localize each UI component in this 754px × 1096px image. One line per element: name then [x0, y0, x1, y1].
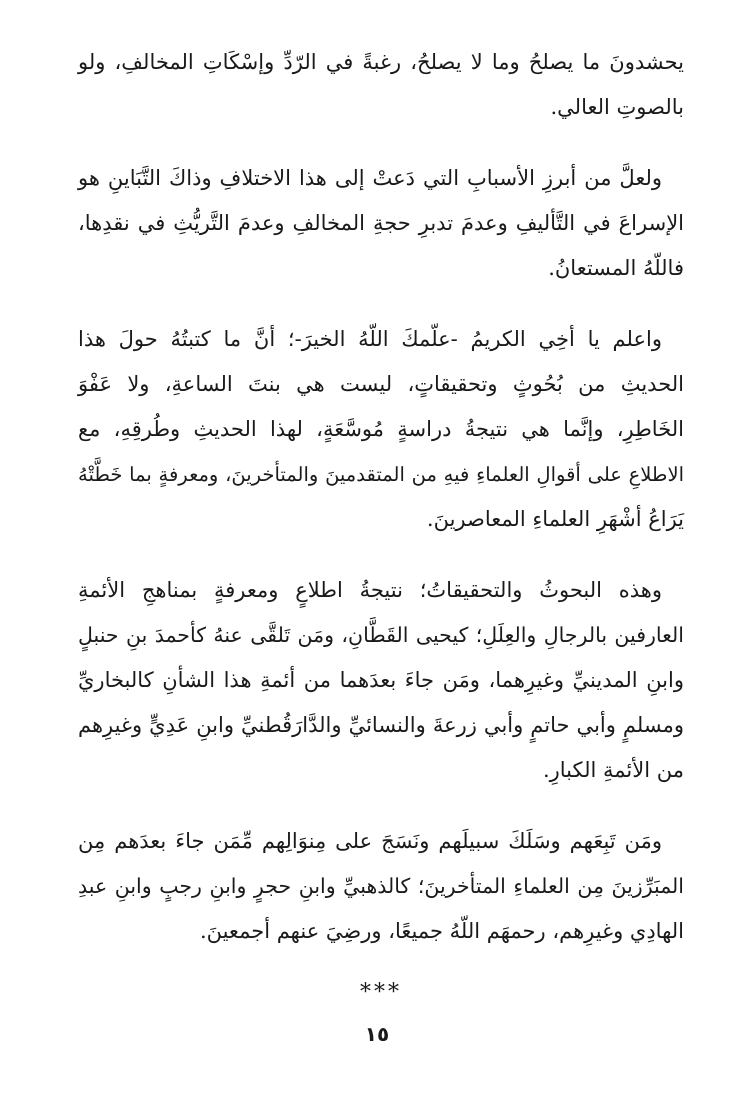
text-line: من الأئمةِ الكبارِ. — [542, 758, 684, 782]
text-line: ومسلمٍ وأبي حاتمٍ وأبي زرعةَ والنسائيِّ والدَّارَقُطنيِّ وابنِ عَدِيٍّ وغيرِهم — [78, 713, 684, 737]
text-line: ولعلَّ من أبرزِ الأسبابِ التي دَعتْ إلى هذا الاختلافِ وذاكَ التَّبَاينِ هو — [78, 166, 662, 190]
text-line: العارفين بالرجالِ والعِلَلِ؛ كيحيى القَطَّانِ، ومَن تَلقَّى عنهُ كأحمدَ بنِ حنبلٍ — [78, 623, 684, 647]
text-line: الهادِي وغيرِهم، رحمهَم اللّهُ جميعًا، ورضِيَ عنهم أجمعينَ. — [199, 919, 684, 943]
paragraph-2 — [78, 156, 684, 291]
paragraph-5 — [78, 819, 684, 954]
paragraph-4 — [78, 568, 684, 793]
paragraph-1 — [78, 40, 684, 130]
text-line: يَرَاعُ أشْهَرِ العلماءِ المعاصرينَ. — [426, 507, 684, 531]
text-line: الاطلاعِ على أقوالِ العلماءِ فيهِ من المتقدمينَ والمتأخرينَ، ومعرفةٍ بما خَطَّتْهُ — [78, 463, 684, 486]
text-line: وابنِ المدينيِّ وغيرِهما، ومَن جاءَ بعدَهما من أئمةِ هذا الشأنِ كالبخاريِّ — [78, 668, 684, 692]
text-line: واعلم يا أخِي الكريمُ -علّمكَ اللّهُ الخيرَ-؛ أنَّ ما كتبتُهُ حولَ هذا — [78, 327, 662, 351]
text-line: بالصوتِ العالي. — [550, 95, 684, 119]
text-line: ومَن تَبِعَهم وسَلَكَ سبيلَهم ونَسَجَ على مِنوَالِهم مِّمَن جاءَ بعدَهم مِن — [78, 829, 662, 853]
text-line: الخَاطِرِ، وإنَّما هي نتيجةُ دراسةٍ مُوسَّعَةٍ، لهذا الحديثِ وطُرقِهِ، مع — [78, 417, 684, 441]
text-line: يحشدونَ ما يصلحُ وما لا يصلحُ، رغبةً في الرّدِّ وإسْكَاتِ المخالفِ، ولو — [78, 50, 684, 74]
page-number: ١٥ — [364, 1022, 390, 1046]
document-page — [78, 40, 684, 1005]
text-line: المبَرِّزينَ مِن العلماءِ المتأخرينَ؛ كالذهبيِّ وابنِ حجرٍ وابنِ رجبٍ وابنِ عبدِ — [78, 874, 684, 898]
section-separator: *** — [360, 980, 402, 1005]
text-line: وهذه البحوثُ والتحقيقاتُ؛ نتيجةُ اطلاعٍ ومعرفةٍ بمناهجِ الأئمةِ — [78, 578, 662, 602]
paragraph-3 — [78, 317, 684, 542]
text-line: الحديثِ من بُحُوثٍ وتحقيقاتٍ، ليست هي بنتَ الساعةِ، ولا عَفْوَ — [78, 372, 684, 396]
text-line: الإسراعَ في التَّأليفِ وعدمَ تدبرِ حجةِ المخالفِ وعدمَ التَّريُّثِ في نقدِها، — [78, 211, 684, 235]
text-line: فاللّهُ المستعانُ. — [548, 256, 684, 280]
